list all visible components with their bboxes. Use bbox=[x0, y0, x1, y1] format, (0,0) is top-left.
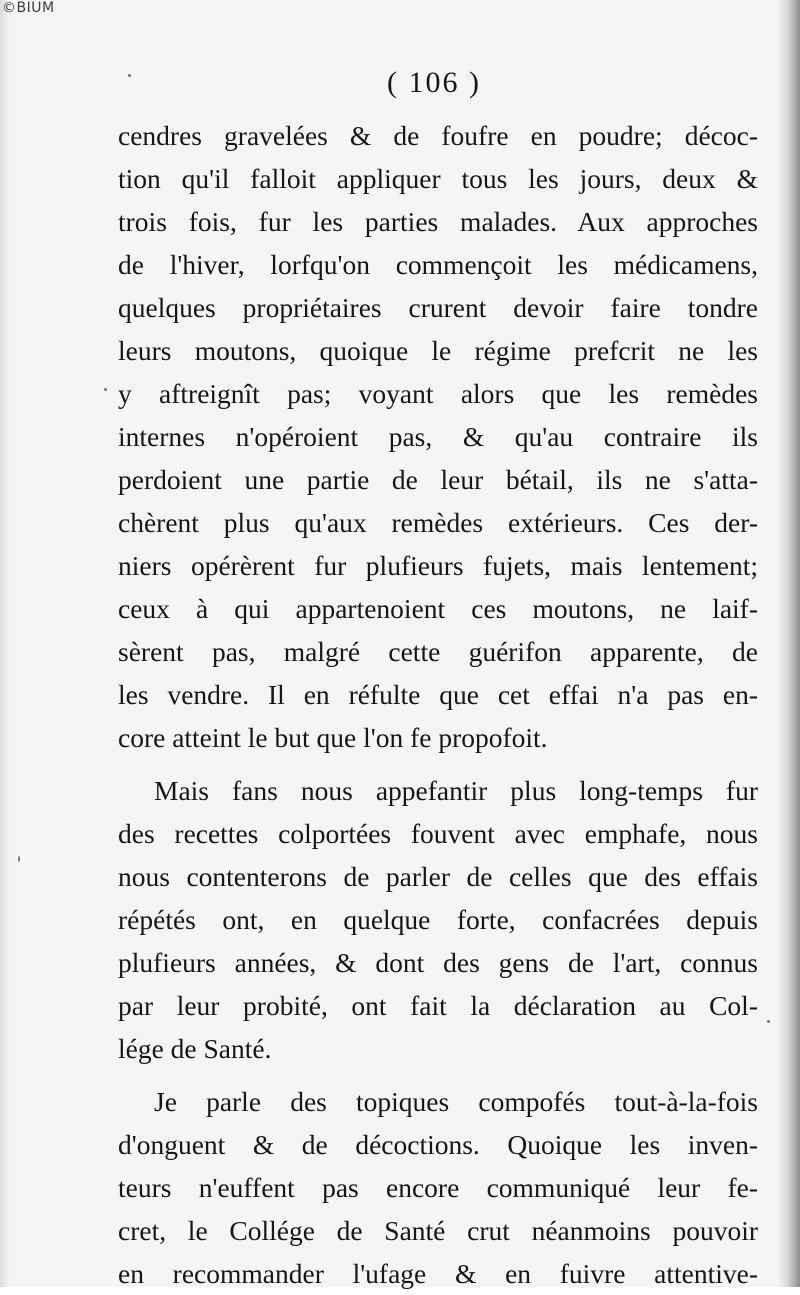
text-line: les vendre. Il en réfulte que cet effai n'a pas en- bbox=[118, 679, 758, 710]
text-line: internes n'opéroient pas, & qu'au contraire ils bbox=[118, 421, 758, 452]
text-line: Je parle des topiques compofés tout-à-la-fois bbox=[154, 1086, 758, 1117]
text-line: Mais fans nous appefantir plus long-temps fur bbox=[154, 775, 758, 806]
text-line: par leur probité, ont fait la déclaration au Col- bbox=[118, 990, 758, 1021]
page-left-shadow bbox=[0, 0, 10, 1287]
paper-speck bbox=[18, 856, 20, 862]
paragraph-gap bbox=[118, 759, 758, 769]
paper-speck bbox=[104, 388, 107, 391]
text-line: teurs n'euffent pas encore communiqué leur fe- bbox=[118, 1172, 758, 1203]
text-line: chèrent plus qu'aux remèdes extérieurs. Ces der- bbox=[118, 507, 758, 538]
text-line: d'onguent & de décoctions. Quoique les inven- bbox=[118, 1129, 758, 1160]
text-line: tion qu'il falloit appliquer tous les jours, deux & bbox=[118, 163, 758, 194]
paper-speck bbox=[128, 74, 131, 77]
paragraph-gap bbox=[118, 1070, 758, 1080]
text-line: perdoient une partie de leur bétail, ils ne s'atta- bbox=[118, 464, 758, 495]
text-line: de l'hiver, lorfqu'on commençoit les médicamens, bbox=[118, 249, 758, 280]
paragraph bbox=[118, 1080, 758, 1295]
paragraph bbox=[118, 114, 758, 759]
text-line: des recettes colportées fouvent avec emphafe, nous bbox=[118, 818, 758, 849]
page-number: ( 106 ) bbox=[387, 66, 481, 99]
library-watermark: ©BIUM bbox=[2, 0, 55, 16]
body-text bbox=[118, 114, 758, 1295]
text-line: niers opérèrent fur plufieurs fujets, mais lentement; bbox=[118, 550, 758, 581]
text-line: répétés ont, en quelque forte, confacrées depuis bbox=[118, 904, 758, 935]
text-line: plufieurs années, & dont des gens de l'art, connus bbox=[118, 947, 758, 978]
text-line: sèrent pas, malgré cette guérifon apparente, de bbox=[118, 636, 758, 667]
text-line: lége de Santé. bbox=[118, 1033, 272, 1064]
text-line: en recommander l'ufage & en fuivre attentive- bbox=[118, 1258, 758, 1289]
text-line: ceux à qui appartenoient ces moutons, ne laif- bbox=[118, 593, 758, 624]
text-line: nous contenterons de parler de celles que des effais bbox=[118, 861, 758, 892]
text-line: trois fois, fur les parties malades. Aux approches bbox=[118, 206, 758, 237]
text-line: leurs moutons, quoique le régime prefcrit ne les bbox=[118, 335, 758, 366]
text-line: cret, le Collége de Santé crut néanmoins pouvoir bbox=[118, 1215, 758, 1246]
paragraph bbox=[118, 769, 758, 1070]
paper-speck bbox=[767, 1020, 770, 1023]
text-line: quelques propriétaires crurent devoir faire tondre bbox=[118, 292, 758, 323]
page-gutter-shadow bbox=[778, 0, 800, 1287]
text-line: cendres gravelées & de foufre en poudre; décoc- bbox=[118, 120, 758, 151]
text-line: core atteint le but que l'on fe propofoit. bbox=[118, 722, 548, 753]
text-line: y aftreignît pas; voyant alors que les remèdes bbox=[118, 378, 758, 409]
